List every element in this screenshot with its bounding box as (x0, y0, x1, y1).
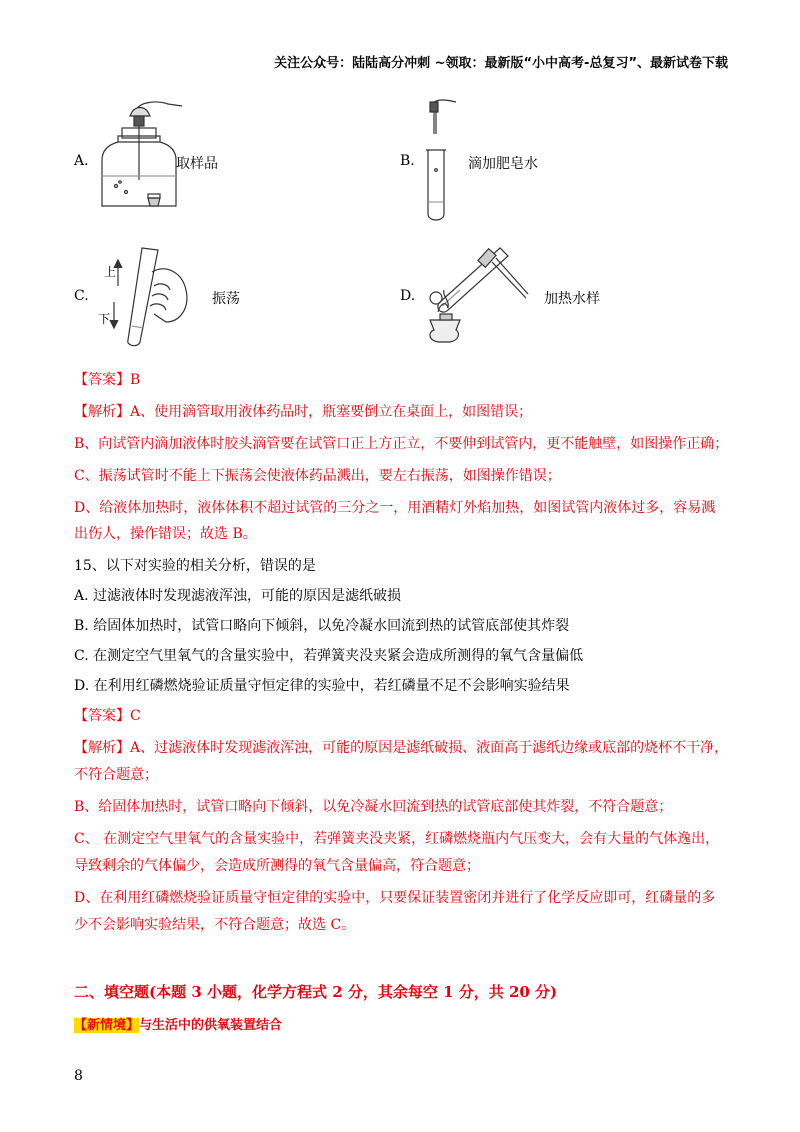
down-label: 下 (98, 312, 111, 326)
q15-analysis-line: 不符合题意； (74, 767, 158, 783)
heating-test-tube-icon (420, 240, 530, 349)
option-c-label: 振荡 (212, 291, 240, 307)
q15-choice-a: A. 过滤液体时发现滤液浑浊，可能的原因是滤纸破损 (74, 588, 402, 604)
page-number: 8 (74, 1068, 83, 1084)
q15-answer: 【答案】C (74, 708, 141, 724)
q15-analysis-line: D、在利用红磷燃烧验证质量守恒定律的实验中，只要保证装置密闭并进行了化学反应即可，红磷量的多 (74, 890, 716, 906)
dropper-test-tube-icon (418, 98, 458, 230)
shaking-test-tube-icon (96, 242, 196, 351)
q15-stem: 15、以下对实验的相关分析，错误的是 (74, 558, 316, 574)
q15-choice-b: B. 给固体加热时，试管口略向下倾斜，以免冷凝水回流到热的试管底部使其炸裂 (74, 618, 570, 634)
up-label: 上 (104, 265, 117, 279)
option-b-letter: B. (400, 153, 415, 169)
context-text: 与生活中的供氧装置结合 (139, 1018, 283, 1033)
option-c-letter: C. (74, 288, 89, 304)
option-d-letter: D. (400, 288, 416, 304)
q14-analysis-line: 出伤人，操作错误；故选 B。 (74, 526, 257, 542)
q15-choice-c: C. 在测定空气里氧气的含量实验中，若弹簧夹没夹紧会造成所测得的氧气含量偏低 (74, 648, 584, 664)
q14-answer: 【答案】B (74, 372, 141, 388)
q15-analysis-line: 少不会影响实验结果，不符合题意；故选 C。 (74, 917, 356, 933)
q15-analysis-line: 导致剩余的气体偏少，会造成所测得的氧气含量偏高，符合题意； (74, 858, 480, 874)
context-tag (74, 1014, 282, 1033)
q15-choice-d: D. 在利用红磷燃烧验证质量守恒定律的实验中，若红磷量不足不会影响实验结果 (74, 678, 570, 694)
q15-analysis-line: C、 在测定空气里氧气的含量实验中，若弹簧夹没夹紧，红磷燃烧瓶内气压变大，会有大量的气体逸出， (74, 831, 720, 847)
option-b-label: 滴加肥皂水 (468, 156, 538, 172)
q15-analysis-line: 【解析】A、过滤液体时发现滤液浑浊，可能的原因是滤纸破损、液面高于滤纸边缘或底部的烧杯不干净， (74, 740, 729, 756)
section-title: 二、填空题(本题 3 小题，化学方程式 2 分，其余每空 1 分，共 20 分) (74, 983, 558, 1001)
q14-analysis-line: C、振荡试管时不能上下振荡会使液体药品溅出，要左右振荡，如图操作错误； (74, 468, 561, 484)
q14-analysis-line: B、向试管内滴加液体时胶头滴管要在试管口正上方正立，不要伸到试管内，更不能触壁，如图操作正确； (74, 436, 729, 452)
option-a-letter: A. (74, 153, 89, 169)
q14-analysis-line: D、给液体加热时，液体体积不超过试管的三分之一，用酒精灯外焰加热，如图试管内液体过多，容易溅 (74, 500, 716, 516)
option-a-label: 取样品 (176, 156, 218, 172)
q15-analysis-line: B、给固体加热时，试管口略向下倾斜，以免冷凝水回流到热的试管底部使其炸裂，不符合题意； (74, 799, 673, 815)
dropper-bottle-icon (96, 98, 186, 222)
context-badge: 【新情境】 (74, 1018, 140, 1033)
q14-analysis-line: 【解析】A、使用滴管取用液体药品时，瓶塞要倒立在桌面上，如图错误； (74, 404, 533, 420)
option-d-label: 加热水样 (544, 291, 600, 307)
page-header: 关注公众号：陆陆高分冲刺 ~领取：最新版“小中高考-总复习”、最新试卷下载 (274, 56, 728, 71)
